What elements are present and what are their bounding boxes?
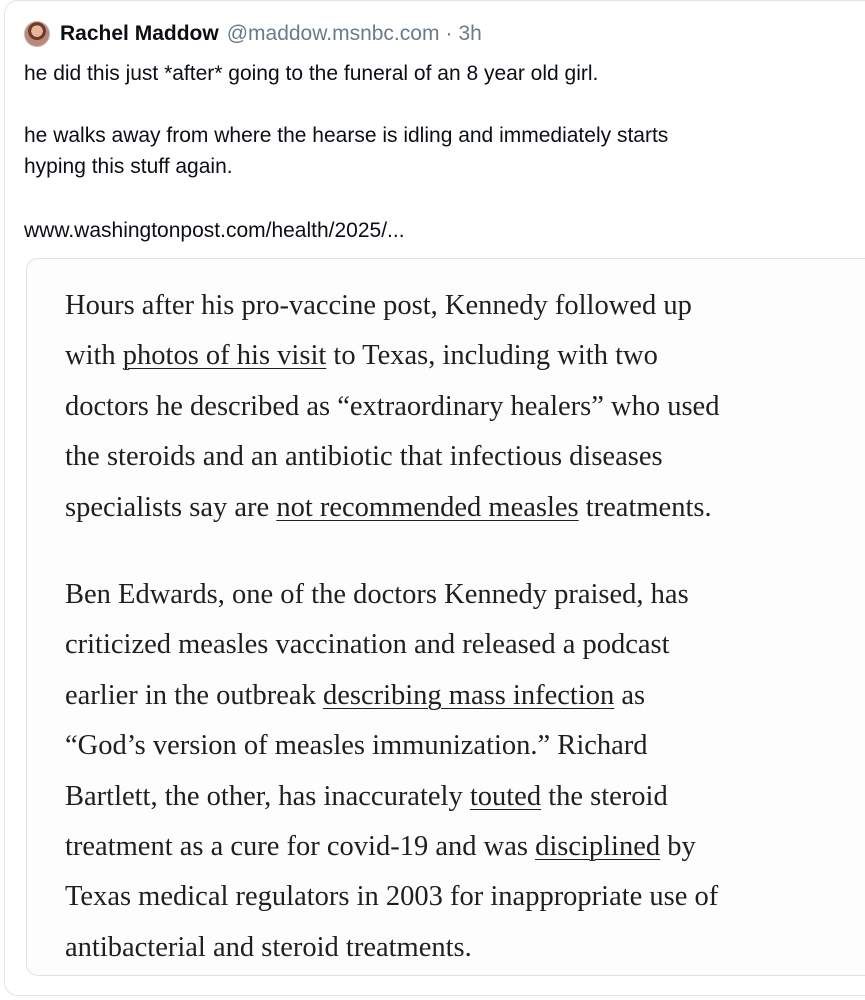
article-line: “God’s version of measles immunization.” Richard — [65, 730, 648, 762]
post-text-line: he did this just *after* going to the funeral of an 8 year old girl. — [24, 62, 599, 85]
article-line: antibacterial and steroid treatments. — [65, 931, 472, 963]
article-line: Bartlett, the other, has inaccurately touted the steroid — [65, 780, 668, 812]
article-line: Hours after his pro-vaccine post, Kennedy followed up — [65, 290, 692, 321]
article-line: doctors he described as “extraordinary healers” who used — [65, 390, 720, 422]
article-link-touted: touted — [469, 780, 542, 812]
author-handle[interactable]: @maddow.msnbc.com — [226, 22, 440, 45]
article-line: Ben Edwards, one of the doctors Kennedy praised, has — [65, 579, 689, 611]
separator-dot: · — [445, 22, 453, 45]
article-link-disciplined: disciplined — [535, 831, 661, 863]
post-header — [24, 19, 482, 49]
article-line: the steroids and an antibiotic that infectious diseases — [65, 441, 663, 473]
article-screenshot-text — [65, 281, 865, 973]
article-link-not-recommended: not recommended measles — [276, 491, 579, 523]
post-link[interactable]: www.washingtonpost.com/health/2025/... — [24, 219, 405, 242]
article-line: treatment as a cure for covid-19 and was disciplined by — [65, 831, 696, 863]
post-timestamp[interactable]: 3h — [458, 22, 482, 45]
post-body — [24, 58, 854, 182]
avatar[interactable] — [24, 21, 50, 47]
post-text-line: hyping this stuff again. — [24, 155, 233, 178]
author-display-name[interactable]: Rachel Maddow — [60, 22, 219, 45]
article-link-photos-of-visit: photos of his visit — [122, 340, 327, 372]
post-text-line: he walks away from where the hearse is idling and immediately starts — [24, 124, 669, 147]
article-line: Texas medical regulators in 2003 for inappropriate use of — [65, 881, 719, 913]
article-link-mass-infection: describing mass infection — [322, 679, 615, 711]
article-line: specialists say are not recommended measles treatments. — [65, 491, 712, 523]
embedded-image[interactable] — [26, 258, 865, 976]
article-line: earlier in the outbreak describing mass infection as — [65, 679, 646, 711]
article-line: with photos of his visit to Texas, including with two — [65, 340, 658, 372]
article-line: criticized measles vaccination and released a podcast — [65, 629, 670, 661]
